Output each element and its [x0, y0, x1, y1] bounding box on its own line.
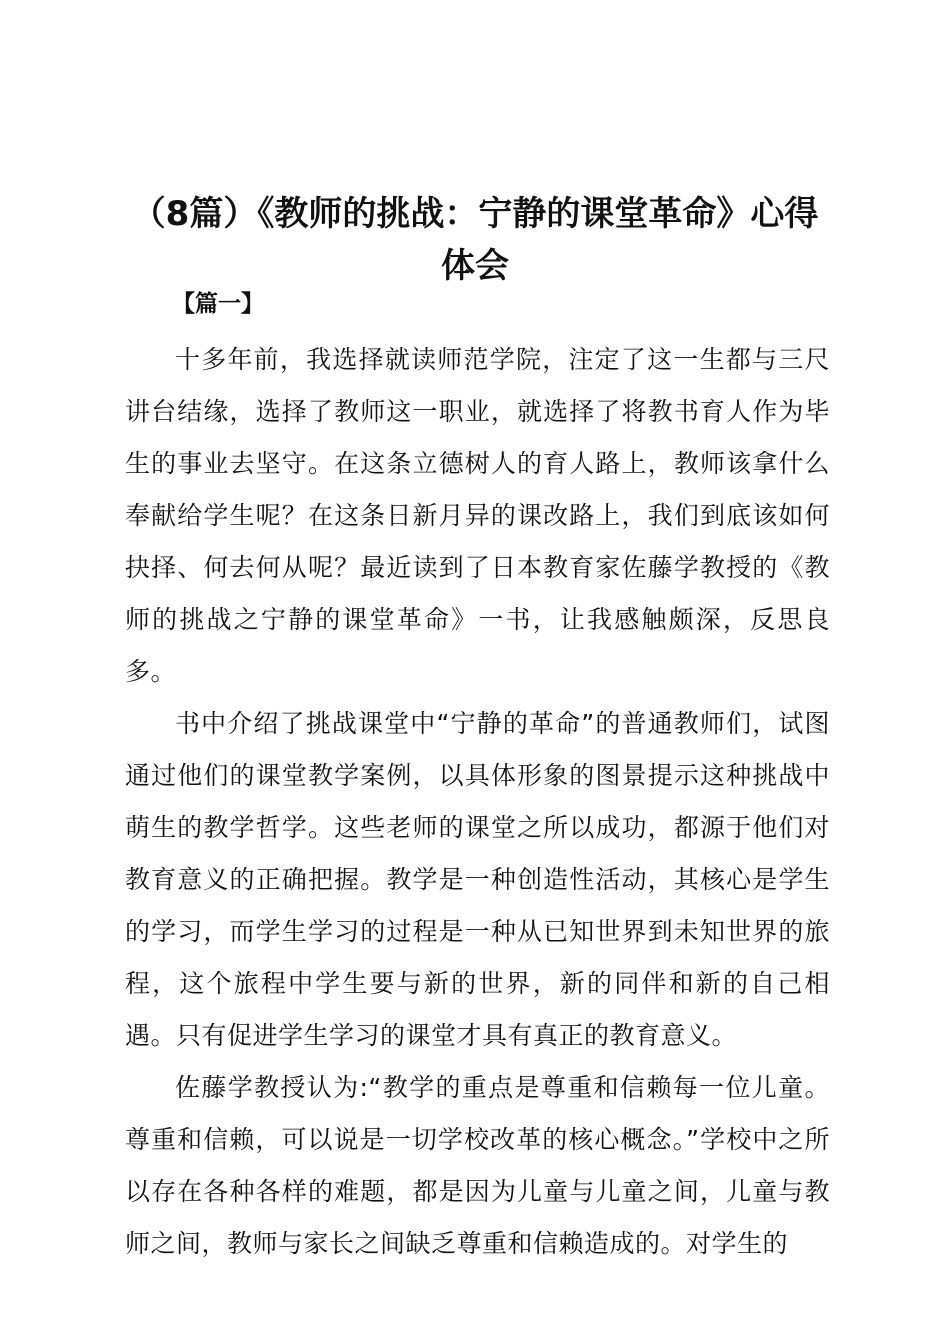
document-title: （8篇）《教师的挑战：宁静的课堂革命》心得体会 [131, 194, 819, 286]
paragraph: 书中介绍了挑战课堂中“宁静的革命”的普通教师们，试图通过他们的课堂教学案例，以具体形象的图景提示这种挑战中萌生的教学哲学。这些老师的课堂之所以成功，都源于他们对教育意义的正确把握。教学是一种创造性活动，其核心是学生的学习，而学生学习的过程是一种从已知世界到未知世界的旅程，这个旅程中学生要与新的世界，新的同伴和新的自己相遇。只有促进学生学习的课堂才具有真正的教育意义。 [125, 709, 830, 1050]
section-label: 【篇一】 [172, 291, 264, 317]
document-body [125, 334, 830, 1270]
paragraph: 佐藤学教授认为:“教学的重点是尊重和信赖每一位儿童。尊重和信赖，可以说是一切学校改革的核心概念。”学校中之所以存在各种各样的难题，都是因为儿童与儿童之间，儿童与教师之间，教师与家长之间缺乏尊重和信赖造成的。对学生的 [125, 1073, 830, 1258]
paragraph: 十多年前，我选择就读师范学院，注定了这一生都与三尺讲台结缘，选择了教师这一职业，就选择了将教书育人作为毕生的事业去坚守。在这条立德树人的育人路上，教师该拿什么奉献给学生呢？在这条日新月异的课改路上，我们到底该如何抉择、何去何从呢？最近读到了日本教育家佐藤学教授的《教师的挑战之宁静的课堂革命》一书，让我感触颇深，反思良多。 [125, 345, 830, 686]
